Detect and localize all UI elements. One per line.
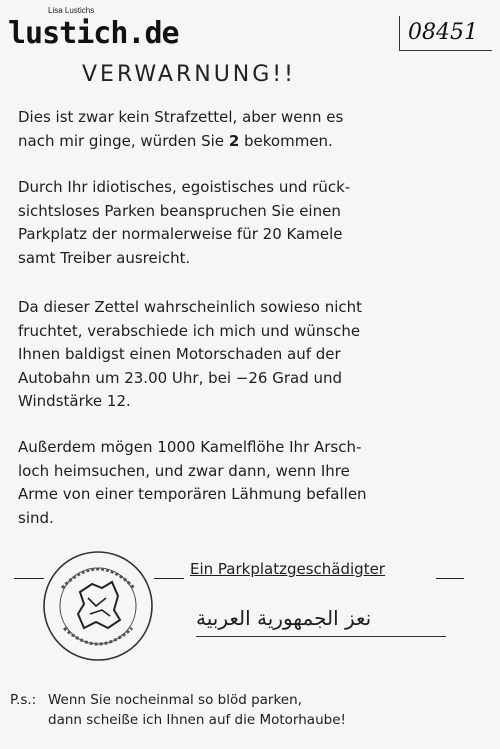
paragraph-farewell [18,296,448,414]
paragraph-line: Außerdem mögen 1000 Kamelflöhe Ihr Arsch- [18,438,362,456]
signer-name: Ein Parkplatzgeschädigter [190,560,385,578]
paragraph-line: Da dieser Zettel wahrscheinlich sowieso nicht [18,298,363,316]
postscript-label: P.s.: [10,692,37,708]
paragraph-line: sind. [18,508,54,527]
postscript-line: P.s.: Wenn Sie nocheinmal so blöd parken, [10,692,302,708]
paragraph-line: sichtsloses Parken beanspruchen Sie einen [18,201,341,220]
paragraph-line: Windstärke 12. [18,392,131,410]
signature-rule [436,578,464,579]
paragraph-line: samt Treiber ausreicht. [18,248,191,267]
paragraph-line: Parkplatz der normalerweise für 20 Kamele [18,225,343,243]
page-title: VERWARNUNG!! [82,62,296,87]
document-number: 08451 [408,20,478,45]
document-number-box [399,16,492,51]
paragraph-line: nach mir ginge, würden Sie 2 bekommen. [18,131,333,150]
official-seal-stamp [40,548,156,664]
paragraph-curse [18,436,448,530]
signature-rule [154,578,184,579]
paragraph-line: Arme von einer temporären Lähmung befallen [18,485,367,503]
watermark-site-logo: lustich.de [8,16,179,51]
paragraph-line: Ihnen baldigst einen Motorschaden auf der [18,345,341,363]
arabic-inscription: نعز الجمهورية العربية [196,606,372,630]
postscript-line: dann scheiße ich Ihnen auf die Motorhaube! [48,712,346,728]
arabic-rule [196,636,446,637]
paragraph-line: Autobahn um 23.00 Uhr, bei −26 Grad und [18,368,343,387]
paragraph-line: Dies ist zwar kein Strafzettel, aber wenn es [18,108,344,126]
watermark-author: Lisa Lustichs [48,6,95,15]
ticket-count: 2 [228,131,240,150]
paragraph-line: Durch Ihr idiotisches, egoistisches und rück- [18,178,351,196]
paragraph-intro [18,106,448,153]
paragraph-line: fruchtet, verabschiede ich mich und wünsche [18,321,361,340]
paragraph-line: loch heimsuchen, und zwar dann, wenn Ihre [18,461,350,480]
postscript [10,690,346,730]
paragraph-parking [18,176,448,270]
